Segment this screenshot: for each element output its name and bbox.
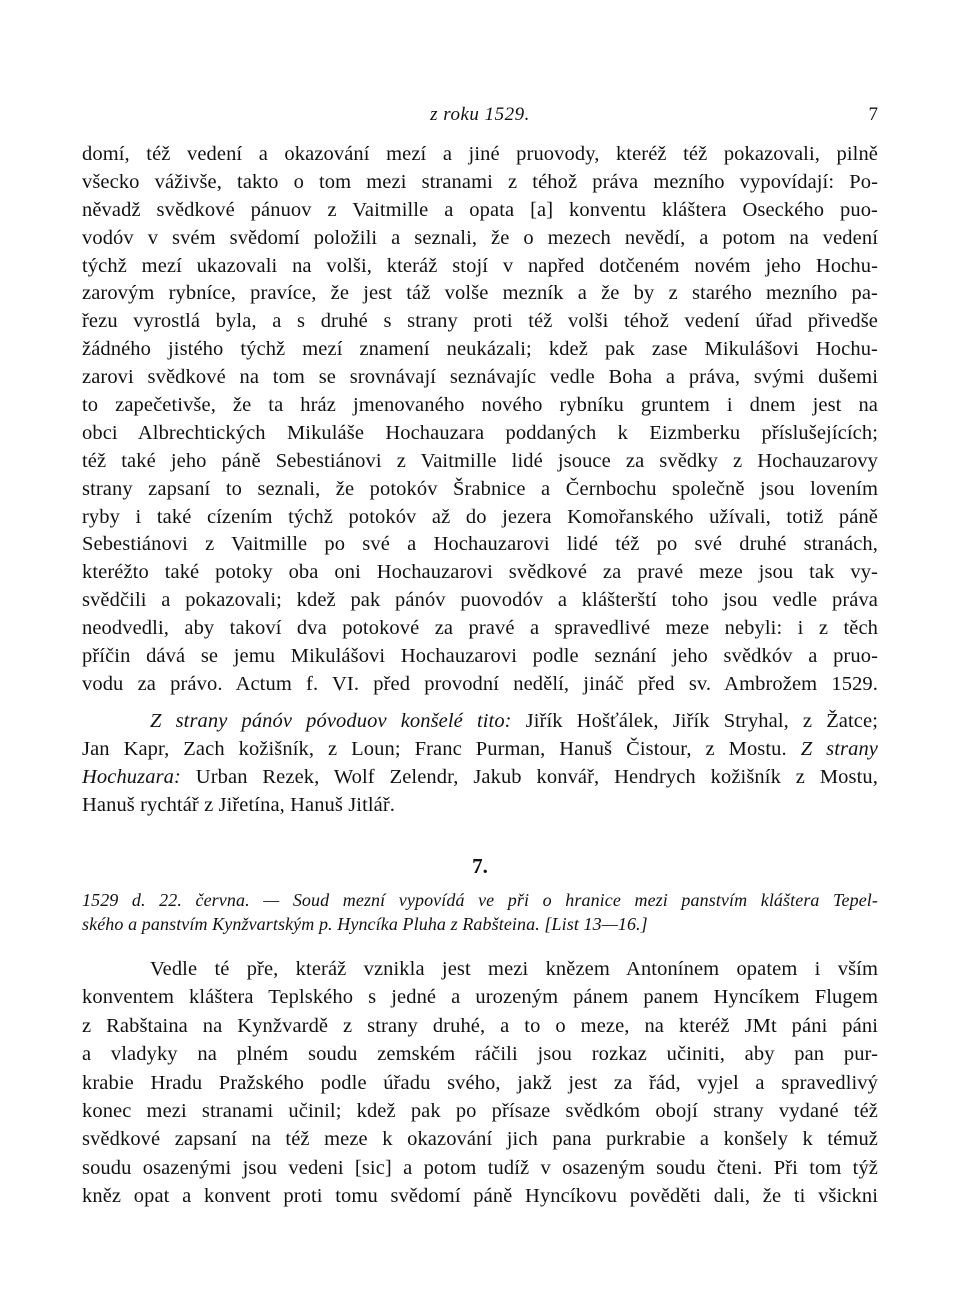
italic-phrase: ského a panstvím Kynžvartským p. Hyncíka Pluha z Rabšteina.	[82, 914, 540, 934]
text-line: konec mezi stranami učinil; kdež pak po přísaze svědkóm obojí strany vydané též	[82, 1099, 878, 1122]
text-line: obci Albrechtických Mikuláše Hochauzara poddaných k Eizmberku příslušejících;	[82, 421, 878, 444]
text-line	[82, 736, 878, 764]
regest-line	[82, 912, 878, 936]
text-line: domí, též vedení a okazování mezí a jiné pruovody, kteréž též pokazovali, pilně	[82, 143, 878, 165]
running-head	[82, 104, 878, 132]
running-title: z roku 1529.	[430, 104, 530, 125]
paragraph-verdict	[82, 141, 878, 699]
text-line: všecko váživše, takto o tom mezi stranami z téhož práva mezního vypovídají: Po-	[82, 170, 878, 193]
text-line: něvadž svědkové pánuov z Vaitmille a opata [a] konventu kláštera Oseckého puo-	[82, 198, 878, 221]
text-line: zarovým rybníce, pravíce, že jest táž volše mezník a že by z starého mezního pa-	[82, 282, 878, 305]
text-line: neodvedli, aby takoví dva potokové za pravé a spravedlivé meze nebyli: i z těch	[82, 617, 878, 640]
text-line: žádného jistého týchž mezí znamení neukázali; kdež pak zase Mikulášovi Hochu-	[82, 338, 878, 361]
paragraph-aldermen	[82, 708, 878, 820]
text-line: z Rabštaina na Kynžvardě z strany druhé, a to o meze, na kteréž JMt páni páni	[82, 1014, 878, 1037]
text-run: Jiřík Hošťálek, Jiřík Stryhal, z Žatce;	[511, 710, 878, 732]
text-line: týchž mezí ukazovali na volši, kteráž stojí v napřed dotčeném novém jeho Hochu-	[82, 254, 878, 277]
text-line: Hanuš rychtář z Jiřetína, Hanuš Jitlář.	[82, 793, 396, 816]
text-line: kteréžto také potoky oba oni Hochauzarovi svědkové za pravé meze jsou tak vy-	[82, 561, 878, 584]
regest-line: 1529 d. 22. června. — Soud mezní vypovídá ve při o hranice mezi panstvím kláštera Tepel-	[82, 890, 878, 910]
italic-phrase: Z strany	[800, 737, 878, 760]
text-line: vodóv v svém svědomí položili a seznali, že o mezech nevědí, a potom na vedení	[82, 226, 878, 249]
text-line: Vedle té pře, kteráž vznikla jest mezi knězem Antonínem opatem i vším	[150, 958, 878, 980]
text-line: příčin dává se jemu Mikulášovi Hochauzarovi podle seznání jeho svědkóv a pruo-	[82, 645, 878, 668]
text-line: zarovi svědkové na tom se srovnávají seznávajíc vedle Boha a práva, svými dušemi	[82, 366, 878, 389]
text-line: Sebestiánovi z Vaitmille po své a Hochauzarovi lidé též po své druhé stranách,	[82, 533, 878, 556]
text-line: ryby i také cízením týchž potokóv až do jezera Komořanského užívali, totiž páně	[82, 505, 878, 528]
page-number: 7	[868, 104, 878, 125]
text-line: řezu vyrostlá byla, a s druhé s strany proti též volši téhož vedení úřad přivedše	[82, 310, 878, 333]
text-line: strany zapsaní to seznali, že potokóv Šrabnice a Černbochu společně jsou lovením	[82, 477, 878, 500]
archive-reference: [List 13—16.]	[539, 914, 648, 934]
text-line	[82, 708, 878, 736]
text-line: a vladyky na plném soudu zemském ráčili jsou rozkaz učiniti, aby pan pur-	[82, 1043, 878, 1066]
paragraph-dispute	[82, 955, 878, 1211]
text-line: vodu za právo. Actum f. VI. před provodní nedělí, jináč před sv. Ambrožem 1529.	[82, 672, 878, 695]
text-line: kněz opat a konvent proti tomu svědomí páně Hyncíkovu pověděti dali, že ti všickni	[82, 1185, 878, 1208]
text-run: Urban Rezek, Wolf Zelendr, Jakub konvář, Hendrych kožišník z Mostu,	[180, 765, 878, 788]
text-line: též také jeho páně Sebestiánovi z Vaitmille lidé jsouce za svědky z Hochauzarovy	[82, 449, 878, 472]
text-run: Jan Kapr, Zach kožišník, z Loun; Franc Purman, Hanuš Čistour, z Mostu.	[82, 737, 801, 760]
regest	[82, 888, 878, 936]
text-line: to zapečetivše, že ta hráz jmenovaného nového rybníku gruntem i dnem jest na	[82, 394, 878, 417]
document-number: 7.	[472, 854, 488, 878]
text-line	[82, 764, 878, 792]
text-line: svědkové zapsaní na též meze k okazování jich pana purkrabie a konšely k témuž	[82, 1128, 878, 1151]
text-line: soudu osazenými jsou vedeni [sic] a potom tudíž v osazeným soudu čteni. Při tom týž	[82, 1156, 878, 1179]
text-line: svědčili a pokazovali; kdež pak pánóv puovodóv a klášterští toho jsou vedle práva	[82, 589, 878, 612]
text-line: krabie Hradu Pražského podle úřadu svého, jakž jest za řád, vyjel a spravedlivý	[82, 1071, 878, 1094]
italic-phrase: Hochuzara:	[82, 765, 181, 788]
italic-phrase: Z strany pánóv póvoduov konšelé tito:	[150, 710, 512, 732]
text-line: konventem kláštera Teplského s jedné a urozeným pánem panem Hyncíkem Flugem	[82, 986, 878, 1009]
